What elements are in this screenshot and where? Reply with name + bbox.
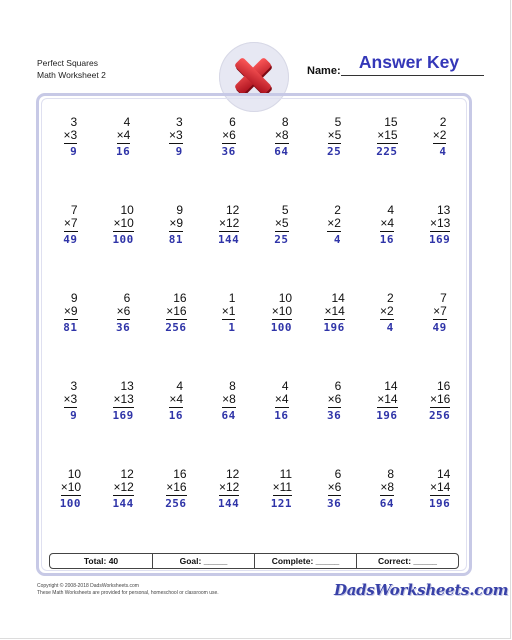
problem-item [255, 204, 308, 292]
problem-item [255, 292, 308, 380]
problem-answer: 9 [70, 409, 78, 422]
problem-body [116, 292, 130, 380]
problem-body [112, 380, 133, 468]
name-line [341, 75, 484, 76]
problem-multiplicand: 13 [436, 203, 451, 217]
problem-multiplicand: 4 [281, 379, 289, 393]
problem-body [327, 204, 341, 292]
problem-multiplicand: 16 [436, 379, 451, 393]
problem-answer: 256 [165, 497, 187, 510]
problem-multiplier: ×16 [166, 480, 187, 494]
problem-body [429, 468, 450, 556]
problem-answer: 225 [376, 145, 398, 158]
problem-answer: 49 [432, 321, 447, 334]
problem-multiplier: ×2 [380, 304, 394, 318]
problem-answer: 169 [112, 409, 134, 422]
problem-multiplicand: 16 [173, 291, 187, 305]
problem-body [63, 204, 77, 292]
problem-multiplier: ×3 [63, 392, 78, 406]
problem-item [255, 380, 308, 468]
problem-multiplier: ×11 [272, 480, 293, 494]
answer-key-heading: Answer Key [358, 52, 460, 72]
problem-answer: 100 [59, 497, 82, 510]
problem-multiplier: ×9 [63, 304, 78, 318]
problem-item [44, 468, 97, 556]
problem-answer: 64 [274, 145, 289, 158]
problem-item [202, 468, 255, 556]
problem-multiplicand: 10 [67, 467, 82, 481]
problem-multiplier: ×5 [327, 128, 342, 142]
problem-answer: 16 [274, 409, 289, 422]
problem-body [218, 204, 239, 292]
problem-multiplier: ×10 [271, 304, 293, 318]
problem-answer: 4 [333, 233, 341, 246]
problem-body [380, 468, 394, 556]
problem-answer: 36 [327, 409, 342, 422]
problem-multiplier: ×4 [116, 128, 131, 142]
problem-multiplicand: 2 [439, 115, 447, 129]
problem-item [413, 380, 466, 468]
problem-item [361, 468, 414, 556]
problem-multiplier: ×10 [60, 480, 82, 494]
problem-multiplicand: 7 [70, 203, 78, 217]
problem-item [150, 116, 203, 204]
problem-body [380, 204, 394, 292]
problem-body [63, 292, 77, 380]
problem-multiplier: ×4 [380, 216, 394, 230]
problem-multiplicand: 6 [334, 379, 342, 393]
problem-answer: 16 [379, 233, 394, 246]
problem-multiplicand: 10 [120, 203, 134, 217]
problem-answer: 16 [116, 145, 131, 158]
copyright-line1: Copyright © 2008-2018 DadsWorksheets.com [37, 583, 139, 589]
problem-item [255, 468, 308, 556]
worksheet-title [37, 57, 106, 81]
problem-multiplier: ×7 [433, 304, 447, 318]
problem-multiplicand: 14 [436, 467, 451, 481]
problem-multiplier: ×6 [116, 304, 131, 318]
problem-multiplicand: 14 [331, 291, 345, 305]
problem-multiplier: ×15 [377, 128, 398, 142]
problem-multiplicand: 9 [176, 203, 183, 217]
problem-body [218, 468, 239, 556]
problem-item [97, 204, 150, 292]
problem-multiplicand: 10 [278, 291, 293, 305]
problem-multiplier: ×5 [274, 216, 289, 230]
problem-answer: 36 [116, 321, 131, 334]
problem-item [413, 116, 466, 204]
problem-body [376, 116, 397, 204]
problem-multiplicand: 14 [384, 379, 398, 393]
problem-multiplicand: 8 [229, 379, 236, 393]
problem-item [97, 116, 150, 204]
problem-body [222, 380, 236, 468]
problem-body [274, 204, 288, 292]
problem-multiplier: ×6 [327, 480, 342, 494]
problem-body [274, 380, 288, 468]
problem-item [97, 380, 150, 468]
problem-item [202, 116, 255, 204]
problem-multiplier: ×10 [113, 216, 134, 230]
problem-item [308, 468, 361, 556]
problem-multiplier: ×6 [222, 128, 236, 142]
problem-body [271, 468, 292, 556]
problem-multiplicand: 7 [440, 291, 447, 305]
problem-answer: 169 [428, 233, 451, 246]
problem-body [323, 292, 344, 380]
problem-answer: 25 [274, 233, 289, 246]
problem-multiplier: ×3 [63, 128, 78, 142]
problem-multiplier: ×8 [222, 392, 236, 406]
problem-body [64, 116, 78, 204]
problem-multiplier: ×12 [218, 480, 240, 494]
problem-multiplicand: 1 [228, 291, 236, 305]
problem-item [361, 204, 414, 292]
problem-multiplicand: 6 [229, 115, 236, 129]
problem-body [222, 116, 236, 204]
problem-item [361, 292, 414, 380]
problem-item [202, 292, 255, 380]
problem-item [308, 204, 361, 292]
worksheet-title-line1: Perfect Squares [37, 58, 98, 68]
problem-body [112, 468, 133, 556]
problem-body [271, 292, 292, 380]
problem-answer: 64 [221, 409, 236, 422]
problem-item [97, 468, 150, 556]
problem-item [308, 116, 361, 204]
problem-multiplicand: 12 [120, 467, 134, 481]
problem-answer: 256 [165, 321, 187, 334]
problem-item [202, 380, 255, 468]
problem-answer: 100 [270, 321, 293, 334]
problem-multiplicand: 15 [384, 115, 398, 129]
total-cell: Total: 40 [83, 556, 119, 566]
problem-body [433, 116, 447, 204]
problem-item [308, 292, 361, 380]
copyright-notice [37, 583, 219, 597]
problem-answer: 100 [112, 233, 134, 246]
problem-multiplier: ×12 [113, 480, 134, 494]
problem-answer: 64 [379, 497, 394, 510]
problem-multiplicand: 12 [225, 203, 240, 217]
problem-body [165, 468, 186, 556]
problem-body [380, 292, 394, 380]
problem-answer: 4 [386, 321, 394, 334]
problem-body [376, 380, 397, 468]
problem-multiplicand: 11 [279, 467, 293, 481]
correct-cell: Correct: _____ [356, 554, 458, 568]
problem-multiplicand: 2 [334, 203, 341, 217]
problem-multiplier: ×14 [429, 480, 451, 494]
problem-multiplier: ×14 [377, 392, 398, 406]
problem-body [433, 292, 447, 380]
problem-multiplier: ×3 [169, 128, 183, 142]
problem-multiplicand: 5 [334, 115, 342, 129]
problem-item [413, 204, 466, 292]
problem-item [44, 380, 97, 468]
problem-body [165, 292, 186, 380]
problem-body [169, 116, 183, 204]
problem-answer: 9 [175, 145, 183, 158]
problem-answer: 4 [439, 145, 447, 158]
copyright-line2: These Math Worksheets are provided for personal, homeschool or classroom use. [37, 590, 219, 596]
problem-multiplicand: 3 [70, 379, 78, 393]
problem-multiplier: ×7 [63, 216, 78, 230]
problem-multiplier: ×16 [166, 304, 187, 318]
problem-multiplier: ×9 [169, 216, 183, 230]
problem-multiplier: ×8 [274, 128, 289, 142]
problem-item [150, 204, 203, 292]
problem-answer: 121 [270, 497, 293, 510]
problem-item [361, 380, 414, 468]
problem-multiplier: ×14 [324, 304, 345, 318]
problem-body [274, 116, 288, 204]
problem-multiplier: ×4 [169, 392, 183, 406]
problem-multiplier: ×6 [327, 392, 342, 406]
problem-body [112, 204, 133, 292]
problem-multiplicand: 6 [123, 291, 131, 305]
problem-answer: 36 [221, 145, 236, 158]
problem-answer: 196 [428, 497, 451, 510]
problem-multiplier: ×13 [429, 216, 451, 230]
problem-body [327, 468, 341, 556]
problem-multiplier: ×16 [429, 392, 451, 406]
problem-multiplicand: 16 [173, 467, 187, 481]
problem-item [308, 380, 361, 468]
problem-item [44, 292, 97, 380]
problem-body [222, 292, 236, 380]
problem-item [361, 116, 414, 204]
name-label: Name: [307, 65, 341, 77]
problem-multiplicand: 4 [176, 379, 183, 393]
problem-answer: 16 [168, 409, 183, 422]
problem-multiplicand: 3 [70, 115, 78, 129]
problem-body [429, 204, 450, 292]
problem-item [97, 292, 150, 380]
problem-multiplier: ×8 [380, 480, 394, 494]
problem-body [169, 380, 183, 468]
problem-multiplier: ×2 [432, 128, 447, 142]
problem-body [429, 380, 450, 468]
problem-item [202, 204, 255, 292]
problem-multiplier: ×12 [218, 216, 240, 230]
problem-answer: 144 [217, 233, 240, 246]
problem-body [169, 204, 183, 292]
problem-multiplicand: 13 [120, 379, 134, 393]
problem-multiplicand: 8 [387, 467, 394, 481]
problem-item [413, 292, 466, 380]
complete-cell: Complete: _____ [254, 554, 356, 568]
problem-body [327, 116, 341, 204]
problem-item [255, 116, 308, 204]
problem-item [150, 468, 203, 556]
problem-multiplicand: 3 [176, 115, 183, 129]
problem-multiplicand: 4 [387, 203, 394, 217]
brand-logo: DadsWorksheets.com [334, 581, 509, 599]
problem-answer: 144 [217, 497, 240, 510]
score-footer [49, 553, 459, 569]
problem-item [44, 204, 97, 292]
problem-multiplicand: 2 [387, 291, 394, 305]
problem-body [327, 380, 341, 468]
problem-answer: 81 [168, 233, 183, 246]
problem-answer: 36 [327, 497, 342, 510]
problem-multiplier: ×2 [327, 216, 341, 230]
problem-body [64, 380, 78, 468]
problem-multiplier: ×13 [113, 392, 134, 406]
problem-answer: 9 [70, 145, 78, 158]
problem-grid [44, 116, 466, 556]
problem-multiplicand: 5 [281, 203, 289, 217]
problem-item [150, 292, 203, 380]
problem-item [413, 468, 466, 556]
goal-cell: Goal: _____ [152, 554, 254, 568]
problem-answer: 196 [323, 321, 345, 334]
problem-body [60, 468, 81, 556]
problem-answer: 196 [376, 409, 398, 422]
problem-item [44, 116, 97, 204]
problem-multiplicand: 12 [225, 467, 240, 481]
problem-multiplier: ×4 [274, 392, 289, 406]
problem-answer: 1 [228, 321, 236, 334]
problem-answer: 49 [63, 233, 78, 246]
problem-answer: 25 [327, 145, 342, 158]
problem-answer: 144 [112, 497, 134, 510]
problem-multiplicand: 9 [70, 291, 78, 305]
problem-multiplier: ×1 [221, 304, 236, 318]
problem-multiplicand: 8 [281, 115, 289, 129]
problem-answer: 256 [428, 409, 451, 422]
problem-multiplicand: 4 [123, 115, 131, 129]
problem-multiplicand: 6 [334, 467, 342, 481]
problem-body [116, 116, 130, 204]
problem-answer: 81 [63, 321, 78, 334]
problem-item [150, 380, 203, 468]
worksheet-title-line2: Math Worksheet 2 [37, 70, 106, 80]
